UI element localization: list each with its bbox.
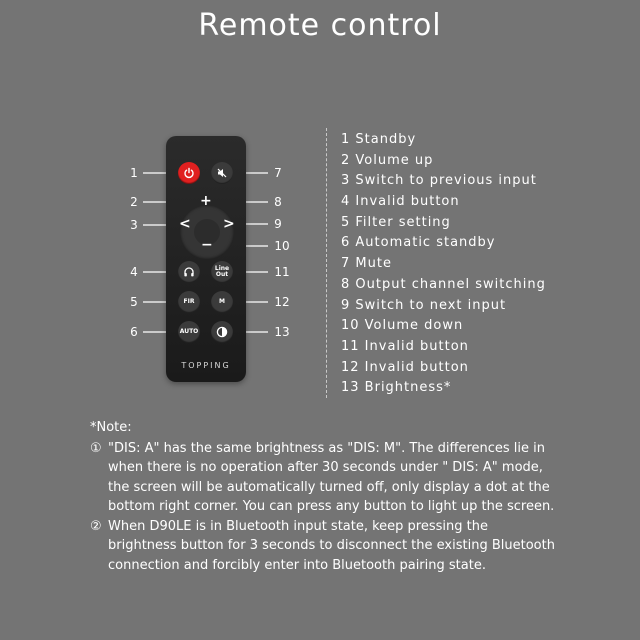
previous-input-button[interactable]: < [179,216,191,232]
legend-item: 7 Mute [341,256,392,272]
brightness-button[interactable] [211,321,233,343]
callout-number-10: 10 [274,239,290,253]
callout-number-4: 4 [130,265,138,279]
callout-number-1: 1 [130,166,138,180]
m-button-label: M [219,298,225,305]
note-marker: ① [90,440,102,456]
legend-item: 12 Invalid button [341,359,469,375]
note-item-2 [90,517,560,576]
page-title: Remote control [198,8,442,43]
note-section [90,418,560,575]
callout-number-6: 6 [130,325,138,339]
next-input-button[interactable]: > [223,216,235,232]
legend-item: 11 Invalid button [341,338,469,354]
callout-number-8: 8 [274,195,282,209]
mute-button[interactable] [211,162,233,184]
note-item-1 [90,439,560,517]
button-legend [341,130,546,399]
volume-down-button[interactable]: − [201,237,213,253]
callout-number-12: 12 [274,295,290,309]
auto-standby-button[interactable] [178,321,200,343]
line-out-label-2: Out [215,271,229,278]
line-out-label-1: Line [214,265,230,272]
m-button[interactable] [211,291,233,313]
callout-number-7: 7 [274,166,282,180]
legend-item: 6 Automatic standby [341,235,496,251]
callout-number-3: 3 [130,218,138,232]
callout-number-5: 5 [130,295,138,309]
note-heading: *Note: [90,420,132,435]
power-icon [183,167,195,179]
legend-item: 13 Brightness* [341,380,452,396]
legend-item: 8 Output channel switching [341,276,546,292]
legend-item: 9 Switch to next input [341,297,507,313]
remote-brand-logo: TOPPING [181,361,231,370]
auto-button-label: AUTO [179,328,199,335]
filter-button[interactable] [178,291,200,313]
callout-number-13: 13 [274,325,290,339]
volume-up-button[interactable]: + [200,193,212,209]
note-text: When D90LE is in Bluetooth input state, keep pressing the brightness button for 3 seconds to disconnect the existing Bluetooth connection and forcibly enter into Bluetooth pairing state. [108,518,555,573]
callout-number-2: 2 [130,195,138,209]
standby-button[interactable] [178,162,200,184]
callout-number-11: 11 [274,265,290,279]
note-text: "DIS: A" has the same brightness as "DIS: M". The differences lie in when there is no operation after 30 seconds under " DIS: A" mode, the screen will be automatically turned off, only display a dot at the bottom right corner. You can press any button to light up the screen. [108,440,555,514]
callout-number-9: 9 [274,217,282,231]
headphone-button[interactable] [178,261,200,283]
filter-button-label: FIR [183,298,195,305]
line-out-button[interactable] [211,261,233,283]
legend-item: 3 Switch to previous input [341,173,537,189]
legend-item: 2 Volume up [341,152,434,168]
legend-item: 1 Standby [341,132,417,147]
legend-item: 5 Filter setting [341,214,451,230]
legend-item: 10 Volume down [341,318,464,334]
legend-divider [326,128,327,398]
speaker-mute-icon [216,167,228,179]
legend-item: 4 Invalid button [341,194,460,210]
note-marker: ② [90,518,102,534]
brightness-icon [216,326,228,338]
headphone-icon [183,266,195,278]
